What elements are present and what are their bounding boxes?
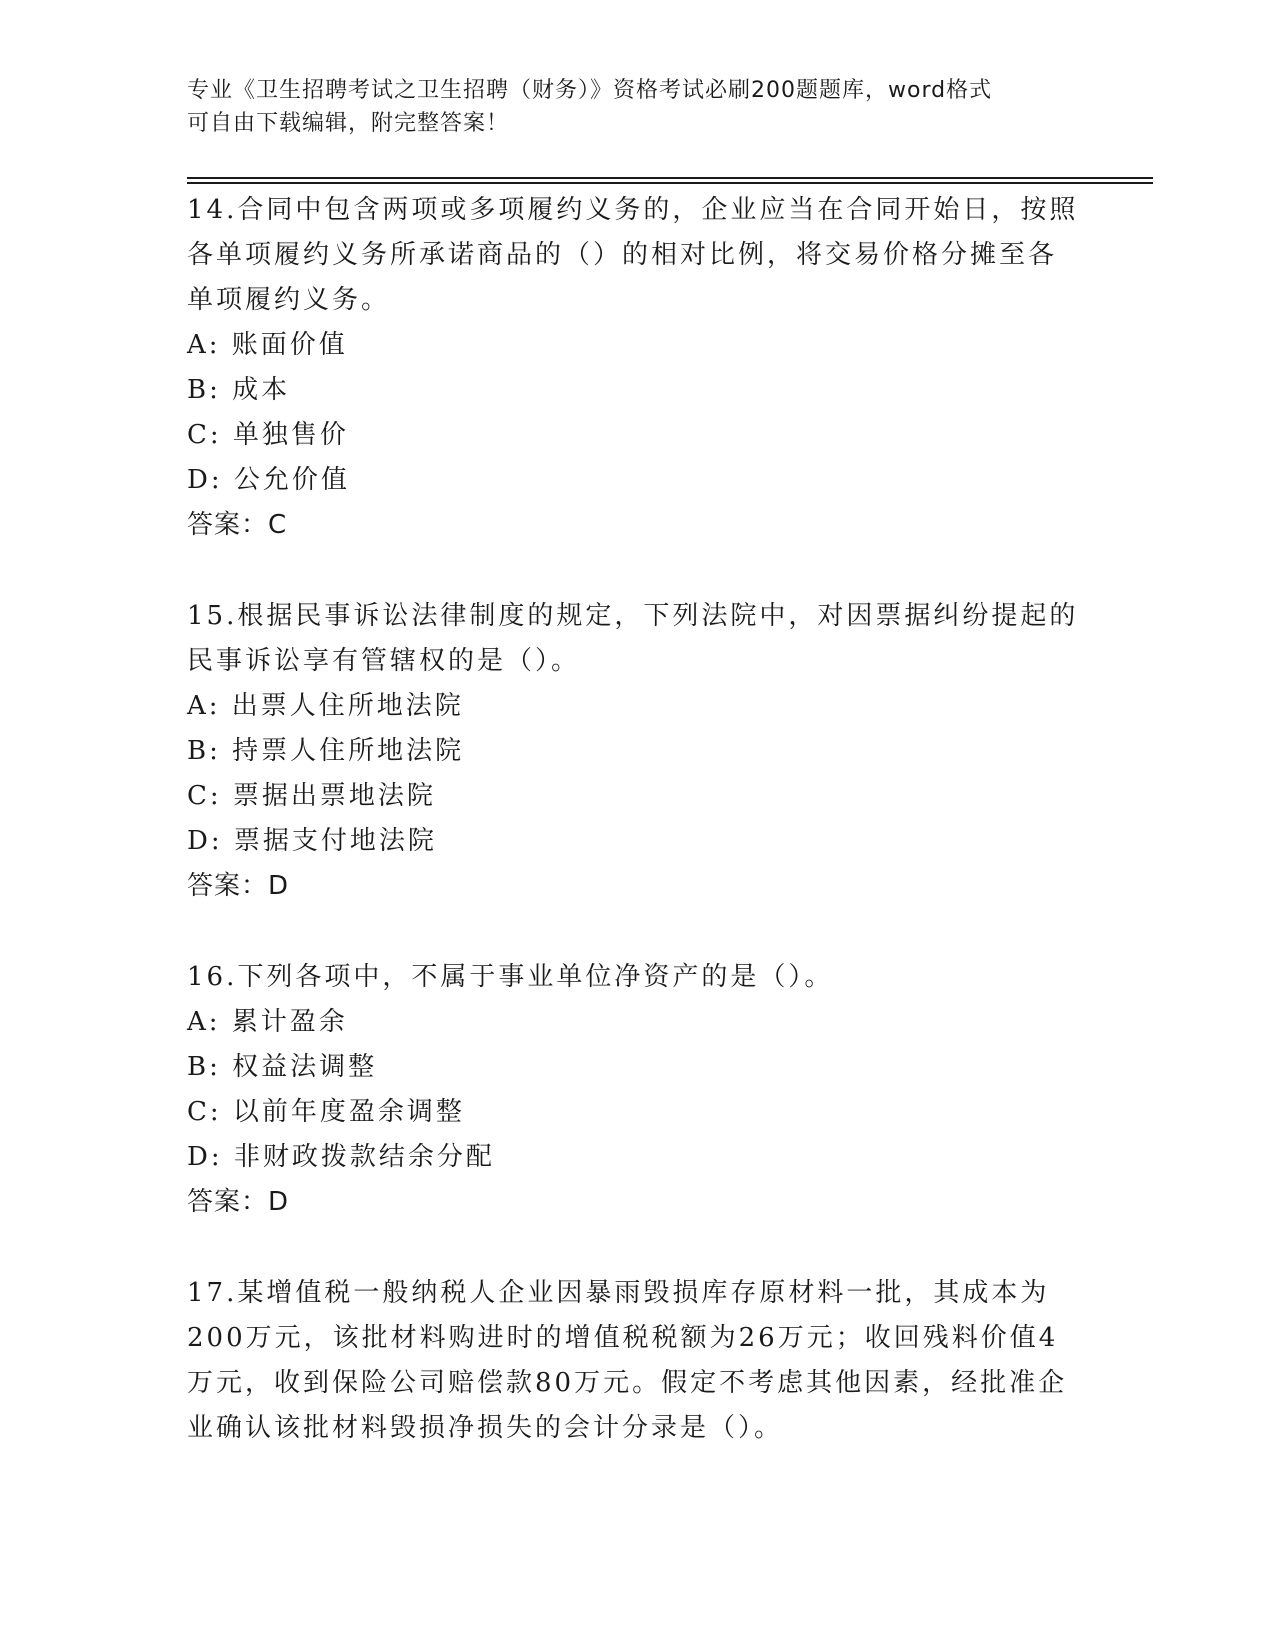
question-stem-line: 200万元，该批材料购进时的增值税税额为26万元；收回残料价值4: [187, 1323, 1059, 1353]
question-stem-line: 15.根据民事诉讼法律制度的规定，下列法院中，对因票据纠纷提起的: [187, 601, 1079, 631]
question-stem-line: 单项履约义务。: [187, 285, 391, 315]
option-a: A: 累计盈余: [187, 1007, 348, 1037]
answer-key: 答案：D: [187, 871, 290, 901]
option-d: D: 公允价值: [187, 465, 350, 495]
option-b: B: 成本: [187, 375, 291, 405]
option-c: C: 单独售价: [187, 420, 349, 450]
question-16: [187, 955, 1087, 1225]
header-divider-top: [187, 177, 1153, 179]
option-d: D: 非财政拨款结余分配: [187, 1142, 495, 1172]
question-stem-line: 民事诉讼享有管辖权的是（）。: [187, 646, 581, 676]
option-b: B: 持票人住所地法院: [187, 736, 465, 766]
question-stem-line: 14.合同中包含两项或多项履约义务的，企业应当在合同开始日，按照: [187, 195, 1079, 225]
header-title-line-1: 专业《卫生招聘考试之卫生招聘（财务）》资格考试必刷200题题库，word格式: [187, 78, 993, 103]
question-15: [187, 594, 1087, 909]
question-list: [187, 188, 1087, 1451]
answer-key: 答案：C: [187, 510, 288, 540]
question-stem: [187, 188, 1087, 323]
option-c: C: 票据出票地法院: [187, 781, 436, 811]
question-stem: [187, 594, 1087, 684]
option-d: D: 票据支付地法院: [187, 826, 437, 856]
question-14: [187, 188, 1087, 548]
question-stem-line: 17.某增值税一般纳税人企业因暴雨毁损库存原材料一批，其成本为: [187, 1278, 1050, 1308]
question-stem-line: 业确认该批材料毁损净损失的会计分录是（）。: [187, 1413, 784, 1443]
document-header: [187, 74, 1067, 140]
option-a: A: 出票人住所地法院: [187, 691, 464, 721]
question-17: [187, 1271, 1087, 1451]
question-spacer: [187, 1225, 1087, 1271]
option-b: B: 权益法调整: [187, 1052, 378, 1082]
header-title-line-2: 可自由下载编辑，附完整答案！: [187, 111, 510, 136]
header-divider-bottom: [187, 182, 1153, 184]
question-spacer: [187, 909, 1087, 955]
question-stem-line: 各单项履约义务所承诺商品的（）的相对比例，将交易价格分摊至各: [187, 240, 1058, 270]
option-a: A: 账面价值: [187, 330, 348, 360]
answer-key: 答案：D: [187, 1187, 290, 1217]
question-stem-line: 16.下列各项中，不属于事业单位净资产的是（）。: [187, 962, 834, 992]
option-c: C: 以前年度盈余调整: [187, 1097, 465, 1127]
question-stem: [187, 955, 1087, 1000]
question-stem: [187, 1271, 1087, 1451]
question-stem-line: 万元，收到保险公司赔偿款80万元。假定不考虑其他因素，经批准企: [187, 1368, 1068, 1398]
question-spacer: [187, 548, 1087, 594]
